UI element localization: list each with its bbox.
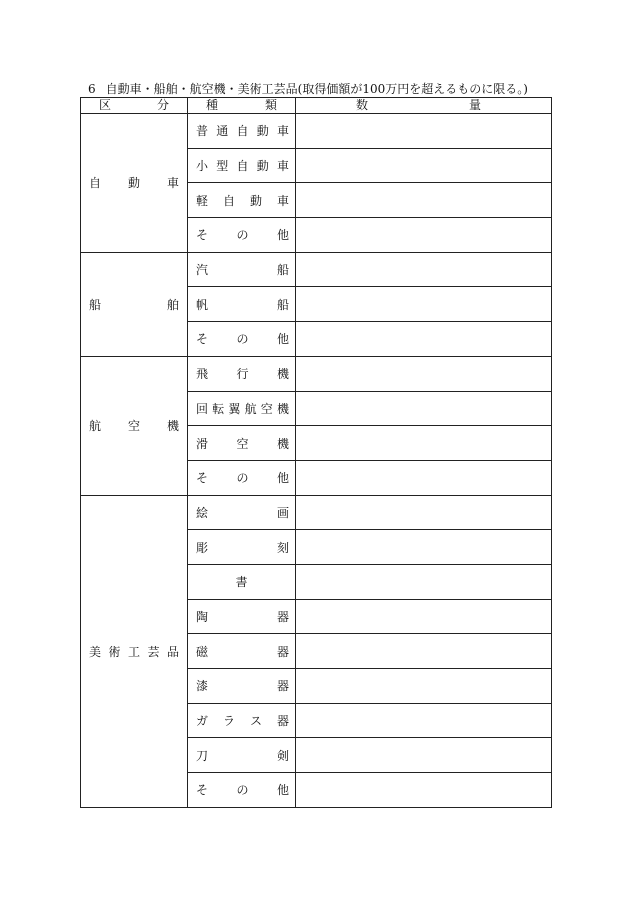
table-row	[81, 252, 552, 287]
header-label-char: 分	[156, 98, 169, 112]
category-label-char: 車	[166, 176, 179, 191]
type-cell	[188, 634, 296, 669]
type-label-char: 帆	[196, 297, 209, 312]
type-label-char: の	[236, 471, 249, 486]
type-label-char: 通	[216, 124, 229, 139]
type-label-char: 船	[276, 263, 289, 278]
quantity-cell[interactable]	[296, 564, 552, 599]
quantity-cell[interactable]	[296, 703, 552, 738]
type-label	[188, 226, 295, 243]
type-label: 書	[235, 575, 248, 590]
type-cell	[188, 703, 296, 738]
type-label-char: ス	[249, 714, 262, 729]
type-label-char: 機	[276, 401, 289, 416]
type-cell	[188, 183, 296, 218]
type-label-char: 器	[276, 714, 289, 729]
type-label-char: 航	[244, 401, 257, 416]
type-label-char: 滑	[196, 436, 209, 451]
quantity-cell[interactable]	[296, 148, 552, 183]
header-row	[81, 98, 552, 114]
type-label	[188, 157, 295, 174]
type-label-char: 小	[196, 159, 209, 174]
type-cell	[188, 218, 296, 253]
type-label-char: 他	[276, 783, 289, 798]
header-type	[188, 98, 296, 114]
category-label-char: 品	[166, 644, 179, 659]
type-label-char: そ	[196, 783, 209, 798]
type-label-char: 彫	[196, 540, 209, 555]
type-label	[188, 643, 295, 660]
type-label-char: 器	[276, 609, 289, 624]
type-label-char: 機	[276, 367, 289, 382]
quantity-cell[interactable]	[296, 356, 552, 391]
type-label-char: 飛	[196, 367, 209, 382]
type-label	[188, 747, 295, 764]
type-label	[188, 435, 295, 452]
category-label-char: 船	[89, 297, 102, 312]
type-cell	[188, 287, 296, 322]
type-cell	[188, 564, 296, 599]
type-label-char: 空	[260, 401, 273, 416]
quantity-cell[interactable]	[296, 252, 552, 287]
category-cell	[81, 495, 188, 807]
type-label-char: 動	[256, 124, 269, 139]
type-label-char: 転	[212, 401, 225, 416]
type-label-char: 行	[236, 367, 249, 382]
type-cell	[188, 773, 296, 808]
category-label-char: 舶	[166, 297, 179, 312]
quantity-cell[interactable]	[296, 599, 552, 634]
type-label	[188, 677, 295, 694]
header-quantity	[296, 98, 552, 114]
type-label-char: 陶	[196, 609, 209, 624]
category-label-char: 航	[89, 419, 102, 434]
type-label	[188, 539, 295, 556]
type-label	[188, 261, 295, 278]
quantity-cell[interactable]	[296, 426, 552, 461]
type-cell	[188, 252, 296, 287]
type-cell	[188, 738, 296, 773]
type-label-char: 自	[236, 159, 249, 174]
type-label	[188, 192, 295, 209]
type-label-char: 他	[276, 471, 289, 486]
category-cell	[81, 356, 188, 495]
header-label-char: 種	[206, 98, 219, 112]
type-label-char: 漆	[196, 679, 209, 694]
type-cell	[188, 460, 296, 495]
quantity-cell[interactable]	[296, 530, 552, 565]
header-category	[81, 98, 188, 114]
type-label	[188, 400, 295, 417]
type-label-char: の	[236, 783, 249, 798]
type-cell	[188, 356, 296, 391]
type-label-char: 車	[276, 193, 289, 208]
category-label-char: 芸	[147, 644, 160, 659]
type-label-char: 剣	[276, 748, 289, 763]
type-label-char: 空	[236, 436, 249, 451]
header-label-char: 量	[468, 98, 481, 112]
type-label	[188, 469, 295, 486]
type-label-char: 動	[256, 159, 269, 174]
type-cell	[188, 114, 296, 149]
quantity-cell[interactable]	[296, 114, 552, 149]
type-label	[188, 296, 295, 313]
type-cell	[188, 148, 296, 183]
quantity-cell[interactable]	[296, 218, 552, 253]
header-label-char: 数	[356, 98, 369, 112]
type-label-char: 器	[276, 644, 289, 659]
type-label	[188, 712, 295, 729]
type-cell	[188, 426, 296, 461]
type-label-char: 他	[276, 332, 289, 347]
type-label-char: ガ	[196, 714, 209, 729]
type-cell	[188, 599, 296, 634]
type-label-char: の	[236, 228, 249, 243]
type-label-char: 刻	[276, 540, 289, 555]
category-label-char: 動	[127, 176, 140, 191]
category-label-char: 自	[89, 176, 102, 191]
table-row	[81, 114, 552, 149]
type-label-char: 車	[276, 124, 289, 139]
header-label-char: 区	[99, 98, 112, 112]
type-cell	[188, 530, 296, 565]
type-label	[188, 330, 295, 347]
type-label-char: ラ	[222, 714, 235, 729]
type-label-char: 動	[249, 193, 262, 208]
quantity-cell[interactable]	[296, 322, 552, 357]
quantity-cell[interactable]	[296, 669, 552, 704]
category-label-char: 空	[127, 419, 140, 434]
category-cell	[81, 252, 188, 356]
type-label-char: 普	[196, 124, 209, 139]
quantity-cell[interactable]	[296, 738, 552, 773]
quantity-cell[interactable]	[296, 634, 552, 669]
category-label	[81, 296, 187, 313]
category-label-char: 術	[108, 644, 121, 659]
quantity-cell[interactable]	[296, 183, 552, 218]
category-label	[81, 417, 187, 434]
table-row	[81, 495, 552, 530]
category-label-char: 美	[89, 644, 102, 659]
type-label	[188, 781, 295, 798]
type-label-char: 自	[222, 193, 235, 208]
quantity-cell[interactable]	[296, 773, 552, 808]
type-label-char: 軽	[196, 193, 209, 208]
type-label-char: 自	[236, 124, 249, 139]
type-label-char: 型	[216, 159, 229, 174]
type-label	[188, 504, 295, 521]
type-cell	[188, 669, 296, 704]
type-label-char: 車	[276, 159, 289, 174]
type-label-char: 磁	[196, 644, 209, 659]
type-label-char: そ	[196, 471, 209, 486]
type-label-char: 刀	[196, 748, 209, 763]
category-label-char: 機	[166, 419, 179, 434]
type-label-char: そ	[196, 332, 209, 347]
category-cell	[81, 114, 188, 253]
type-cell	[188, 322, 296, 357]
quantity-cell[interactable]	[296, 391, 552, 426]
type-label-char: 翼	[228, 401, 241, 416]
type-label-char: そ	[196, 228, 209, 243]
type-label-char: 船	[276, 297, 289, 312]
category-label	[81, 643, 187, 660]
table-row	[81, 356, 552, 391]
quantity-cell[interactable]	[296, 495, 552, 530]
section-number: 6	[88, 82, 96, 96]
type-label-char: 機	[276, 436, 289, 451]
category-label-char: 工	[127, 644, 140, 659]
type-label	[188, 608, 295, 625]
type-label-char: 絵	[196, 505, 209, 520]
quantity-cell[interactable]	[296, 460, 552, 495]
category-label	[81, 174, 187, 191]
type-cell	[188, 495, 296, 530]
type-label-char: 画	[276, 505, 289, 520]
type-label-char: 回	[196, 401, 209, 416]
quantity-cell[interactable]	[296, 287, 552, 322]
type-label-char: の	[236, 332, 249, 347]
table-body	[81, 114, 552, 808]
section-heading	[88, 80, 528, 97]
type-label-char: 汽	[196, 263, 209, 278]
type-label	[188, 122, 295, 139]
header-label-char: 類	[264, 98, 277, 112]
type-label-char: 器	[276, 679, 289, 694]
assets-table	[80, 97, 552, 808]
section-title: 自動車・船舶・航空機・美術工芸品(取得価額が100万円を超えるものに限る。)	[105, 82, 528, 96]
type-label	[188, 365, 295, 382]
type-cell	[188, 391, 296, 426]
type-label-char: 他	[276, 228, 289, 243]
